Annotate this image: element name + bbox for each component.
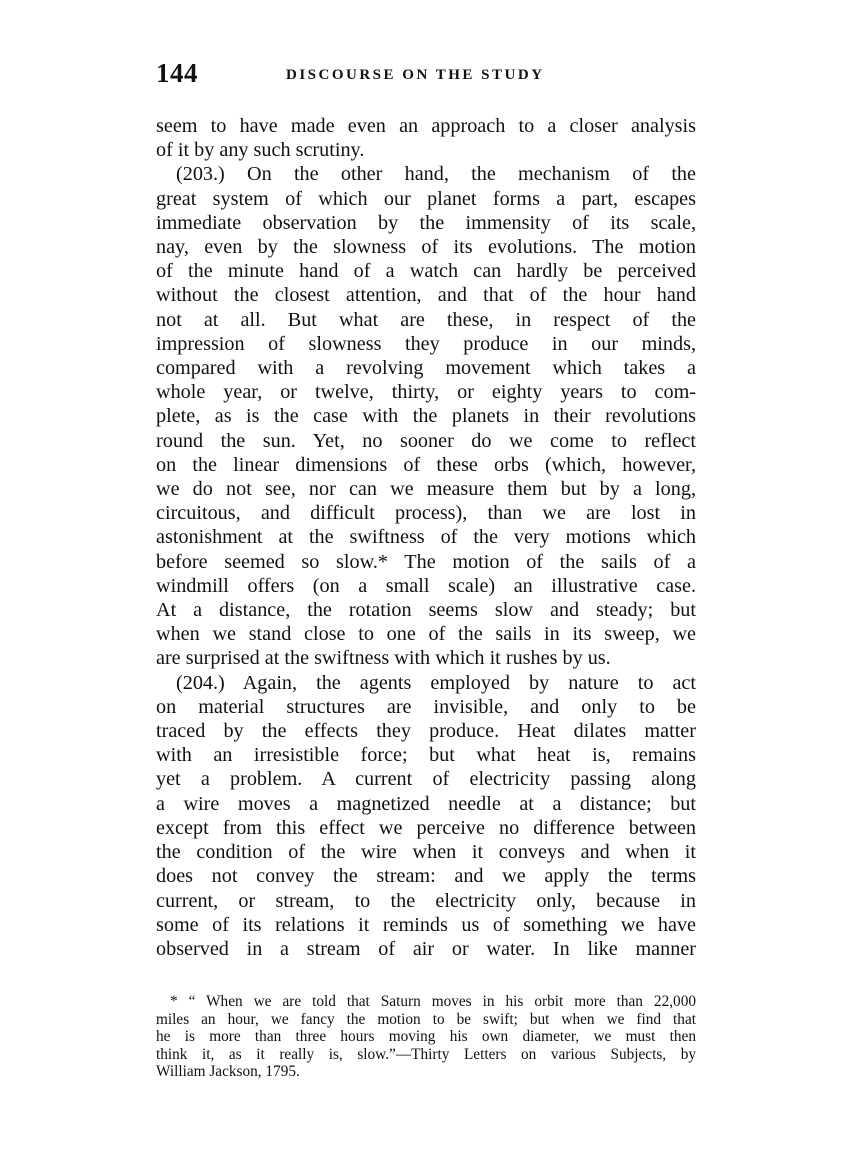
text-line: compared with a revolving movement which takes a [156,357,696,380]
text-line: circuitous, and difficult process), than we are lost in [156,502,696,525]
text-line: of it by any such scrutiny. [156,139,365,162]
text-line: windmill offers (on a small scale) an illustrative case. [156,574,696,597]
text-line: are surprised at the swiftness with which it rushes by us. [156,647,611,670]
text-line: on the linear dimensions of these orbs (which, however, [156,453,696,476]
text-line: on material structures are invisible, and only to be [156,695,696,718]
text-line: except from this effect we perceive no difference between [156,816,696,839]
text-line: seem to have made even an approach to a closer analysis [156,115,696,137]
text-line: current, or stream, to the electricity only, because in [156,889,696,912]
running-head: DISCOURSE ON THE STUDY [286,67,545,83]
text-line: yet a problem. A current of electricity passing along [156,768,696,791]
text-line: a wire moves a magnetized needle at a distance; but [156,792,696,815]
text-line: impression of slowness they produce in our minds, [156,332,696,355]
page-number: 144 [156,58,198,88]
text-line: of the minute hand of a watch can hardly be perceived [156,260,696,283]
text-line: plete, as is the case with the planets in their revolutions [156,405,696,428]
text-line: without the closest attention, and that of the hour hand [156,284,696,307]
footnote [156,993,696,1081]
text-line: some of its relations it reminds us of something we have [156,913,696,936]
footnote-line: he is more than three hours moving his own diameter, we must then [156,1028,696,1045]
text-line: when we stand close to one of the sails in its sweep, we [156,623,696,646]
text-line: does not convey the stream: and we apply the terms [156,865,696,888]
text-line: before seemed so slow.* The motion of the sails of a [156,550,696,573]
paragraph-start-203: (203.) On the other hand, the mechanism of the [176,163,696,186]
footnote-line: miles an hour, we fancy the motion to be swift; but when we find that [156,1010,696,1028]
footnote-line: William Jackson, 1795. [156,1063,300,1080]
text-line: traced by the effects they produce. Heat dilates matter [156,720,696,743]
footnote-line: * “ When we are told that Saturn moves in his orbit more than 22,000 [170,993,696,1010]
footnote-line: think it, as it really is, slow.”—Thirty Letters on various Subjects, by [156,1045,696,1063]
text-line: observed in a stream of air or water. In like manner [156,937,696,960]
body-text [156,114,696,961]
text-line: round the sun. Yet, no sooner do we come to reflect [156,429,696,452]
text-line: great system of which our planet forms a part, escapes [156,187,696,210]
text-line: nay, even by the slowness of its evolutions. The motion [156,236,696,259]
text-line: At a distance, the rotation seems slow and steady; but [156,599,696,622]
book-page [156,58,696,1080]
text-line: whole year, or twelve, thirty, or eighty years to com- [156,381,696,404]
page-header [156,58,696,90]
text-line: we do not see, nor can we measure them but by a long, [156,478,696,501]
paragraph-start-204: (204.) Again, the agents employed by nature to act [176,671,696,694]
text-line: immediate observation by the immensity of its scale, [156,211,696,234]
text-line: with an irresistible force; but what heat is, remains [156,744,696,767]
text-line: the condition of the wire when it conveys and when it [156,841,696,864]
text-line: not at all. But what are these, in respect of the [156,308,696,331]
text-line: astonishment at the swiftness of the very motions which [156,526,696,549]
